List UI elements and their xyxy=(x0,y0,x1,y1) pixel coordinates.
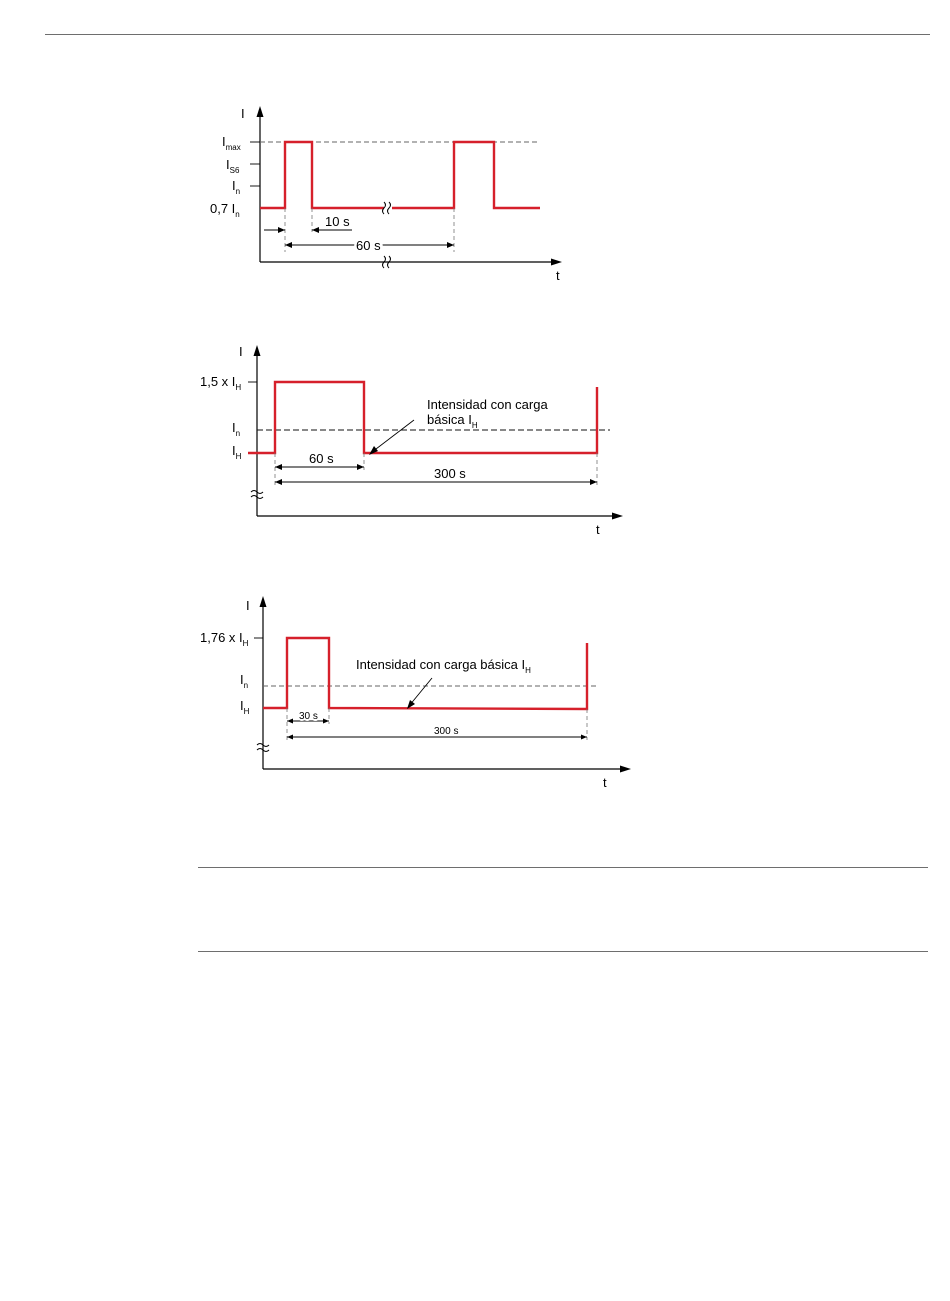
diagram1-axis-y-label: I xyxy=(241,106,245,121)
diagram1-level-07in: 0,7 $I_n$ xyxy=(210,201,240,219)
diagram2-duration-60s: 60 s xyxy=(309,451,334,466)
diagram2-level-in: $I_n$ xyxy=(232,420,241,438)
diagram2-level-15ih: 1,5 x $I_H$ xyxy=(200,374,242,392)
diagram3-level-176ih: 1,76 x $I_H$ xyxy=(200,630,249,648)
diagram3-level-in: $I_n$ xyxy=(240,672,249,690)
diagram1-axis-x-label: t xyxy=(556,268,560,283)
diagram3-duration-30s: 30 s xyxy=(299,711,318,722)
section-rule-bottom xyxy=(198,951,928,952)
diagram2-axis-y-label: I xyxy=(239,344,243,359)
diagram2-level-ih: $I_H$ xyxy=(232,443,242,461)
diagram1-duration-60s: 60 s xyxy=(356,238,381,253)
diagram3-level-ih: $I_H$ xyxy=(240,698,250,716)
diagram3-duration-300s: 300 s xyxy=(434,726,459,737)
diagram3-axis-x-label: t xyxy=(603,775,607,790)
diagram2-annotation-line2: básica $I_H$ xyxy=(427,412,478,430)
diagram3-axis-y-label: I xyxy=(246,598,250,613)
diagram1-level-in: $I_n$ xyxy=(232,178,241,196)
diagram3-current-signal xyxy=(263,638,587,709)
diagram2-duration-300s: 300 s xyxy=(434,466,466,481)
diagram3-annotation-leader xyxy=(409,678,432,706)
diagram1-level-is6: $I_{S6}$ xyxy=(226,157,240,175)
section-rule-top xyxy=(198,867,928,868)
diagram3-axes xyxy=(257,596,631,773)
diagram1-level-imax: $I_{max}$ xyxy=(222,134,241,152)
diagram3-annotation: Intensidad con carga básica $I_H$ xyxy=(356,657,531,675)
diagram2-axis-x-label: t xyxy=(596,522,600,537)
diagram1-duration-10s: 10 s xyxy=(325,214,350,229)
diagram2-annotation-line1: Intensidad con carga xyxy=(427,397,548,412)
